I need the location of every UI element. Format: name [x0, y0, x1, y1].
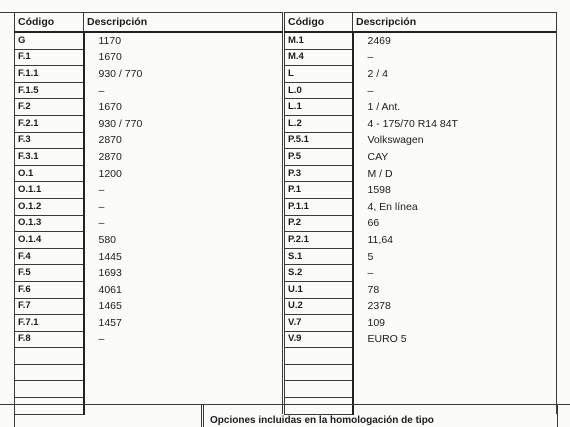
row-description: –	[353, 82, 557, 99]
row-description: 2378	[353, 298, 557, 315]
row-description: 1465	[84, 298, 283, 315]
row-description: 4 - 175/70 R14 84T	[353, 115, 557, 132]
row-description: 1693	[84, 265, 283, 282]
row-code: P.2	[285, 215, 353, 232]
row-description: Volkswagen	[353, 132, 557, 149]
table-row	[285, 281, 557, 298]
row-code: P.1.1	[285, 198, 353, 215]
table-row	[15, 182, 283, 199]
row-description: 1200	[84, 165, 283, 182]
table-row	[285, 215, 557, 232]
table-row	[285, 248, 557, 265]
table-row	[285, 232, 557, 249]
row-description: EURO 5	[353, 331, 557, 348]
row-code	[285, 364, 353, 381]
row-description: 109	[353, 315, 557, 332]
row-description: –	[84, 82, 283, 99]
table-row	[15, 215, 283, 232]
table-row	[285, 32, 557, 49]
code-column-header: Código	[285, 13, 353, 33]
row-description: 580	[84, 232, 283, 249]
code-column-header: Código	[15, 13, 84, 33]
table-row	[15, 149, 283, 166]
right-table-header	[285, 13, 557, 33]
table-row	[15, 49, 283, 66]
row-code: P.3	[285, 165, 353, 182]
row-code: P.5.1	[285, 132, 353, 149]
row-code: U.1	[285, 281, 353, 298]
row-code: U.2	[285, 298, 353, 315]
row-code: F.6	[15, 281, 84, 298]
table-row	[15, 348, 283, 365]
row-description	[84, 348, 283, 365]
row-description: 1457	[84, 315, 283, 332]
row-description: 4, En línea	[353, 198, 557, 215]
right-spec-table	[284, 12, 557, 415]
left-table-header	[15, 13, 283, 33]
table-row	[285, 331, 557, 348]
row-code: F.7.1	[15, 315, 84, 332]
row-description: 4061	[84, 281, 283, 298]
row-code: O.1.3	[15, 215, 84, 232]
row-code: L	[285, 66, 353, 83]
row-description: 930 / 770	[84, 115, 283, 132]
left-table-body	[15, 32, 283, 414]
table-row	[15, 298, 283, 315]
footer-section	[0, 404, 570, 427]
row-code	[15, 364, 84, 381]
row-code: O.1.4	[15, 232, 84, 249]
row-code	[285, 381, 353, 398]
row-code	[285, 348, 353, 365]
table-row	[15, 32, 283, 49]
table-row	[285, 99, 557, 116]
row-code: F.3.1	[15, 149, 84, 166]
row-code: L.2	[285, 115, 353, 132]
right-table-body	[285, 32, 557, 414]
description-column-header: Descripción	[353, 13, 557, 33]
row-description: 2 / 4	[353, 66, 557, 83]
table-row	[285, 115, 557, 132]
table-row	[285, 182, 557, 199]
table-row	[15, 331, 283, 348]
row-code: V.7	[285, 315, 353, 332]
row-description: –	[353, 265, 557, 282]
row-code: O.1.2	[15, 198, 84, 215]
right-margin-rule	[556, 12, 570, 404]
row-code: L.1	[285, 99, 353, 116]
table-row	[15, 315, 283, 332]
row-code: P.5	[285, 149, 353, 166]
table-row	[285, 132, 557, 149]
row-description: 1670	[84, 49, 283, 66]
table-row	[285, 198, 557, 215]
row-code: O.1	[15, 165, 84, 182]
row-description	[84, 381, 283, 398]
row-description: 2870	[84, 132, 283, 149]
row-code: P.2.1	[285, 232, 353, 249]
row-description	[84, 364, 283, 381]
table-row	[285, 49, 557, 66]
table-row	[285, 315, 557, 332]
table-row	[285, 381, 557, 398]
row-code: F.2	[15, 99, 84, 116]
left-margin-rule	[0, 12, 14, 405]
left-spec-table	[14, 12, 283, 415]
row-description: 1445	[84, 248, 283, 265]
row-description: CAY	[353, 149, 557, 166]
row-code: F.2.1	[15, 115, 84, 132]
row-code: G	[15, 32, 84, 49]
row-description: –	[84, 331, 283, 348]
table-row	[15, 99, 283, 116]
options-title: Opciones incluidas en la homologación de tipo	[210, 415, 434, 426]
table-row	[15, 132, 283, 149]
row-description	[353, 348, 557, 365]
row-description: 930 / 770	[84, 66, 283, 83]
table-row	[15, 115, 283, 132]
row-description: 78	[353, 281, 557, 298]
footer-empty-box	[14, 405, 202, 427]
row-code: F.5	[15, 265, 84, 282]
row-description: 1670	[84, 99, 283, 116]
row-description: –	[84, 182, 283, 199]
row-description: 1 / Ant.	[353, 99, 557, 116]
row-code: O.1.1	[15, 182, 84, 199]
table-row	[285, 348, 557, 365]
table-row	[15, 232, 283, 249]
row-code: F.3	[15, 132, 84, 149]
row-code: S.1	[285, 248, 353, 265]
table-row	[15, 281, 283, 298]
table-row	[285, 364, 557, 381]
table-row	[285, 66, 557, 83]
row-description: –	[84, 215, 283, 232]
options-box	[203, 405, 558, 427]
table-row	[285, 298, 557, 315]
row-code	[15, 381, 84, 398]
row-description: 1170	[84, 32, 283, 49]
table-row	[15, 66, 283, 83]
row-code: P.1	[285, 182, 353, 199]
row-code: L.0	[285, 82, 353, 99]
row-description: 11,64	[353, 232, 557, 249]
row-description: –	[84, 198, 283, 215]
row-description	[353, 381, 557, 398]
table-row	[15, 165, 283, 182]
table-row	[15, 248, 283, 265]
table-row	[15, 82, 283, 99]
row-code: F.1.5	[15, 82, 84, 99]
table-row	[15, 198, 283, 215]
table-row	[15, 265, 283, 282]
table-row	[285, 165, 557, 182]
table-row	[15, 364, 283, 381]
row-description: 66	[353, 215, 557, 232]
table-row	[285, 265, 557, 282]
row-code: M.1	[285, 32, 353, 49]
table-row	[285, 149, 557, 166]
row-code: F.1.1	[15, 66, 84, 83]
row-code: S.2	[285, 265, 353, 282]
row-description: 2469	[353, 32, 557, 49]
row-code: F.8	[15, 331, 84, 348]
row-description: 2870	[84, 149, 283, 166]
row-description: –	[353, 49, 557, 66]
table-row	[285, 82, 557, 99]
row-code: F.4	[15, 248, 84, 265]
row-code	[15, 348, 84, 365]
description-column-header: Descripción	[84, 13, 283, 33]
row-description: M / D	[353, 165, 557, 182]
row-code: V.9	[285, 331, 353, 348]
row-code: M.4	[285, 49, 353, 66]
row-code: F.7	[15, 298, 84, 315]
row-code: F.1	[15, 49, 84, 66]
table-row	[15, 381, 283, 398]
row-description	[353, 364, 557, 381]
row-description: 5	[353, 248, 557, 265]
row-description: 1598	[353, 182, 557, 199]
